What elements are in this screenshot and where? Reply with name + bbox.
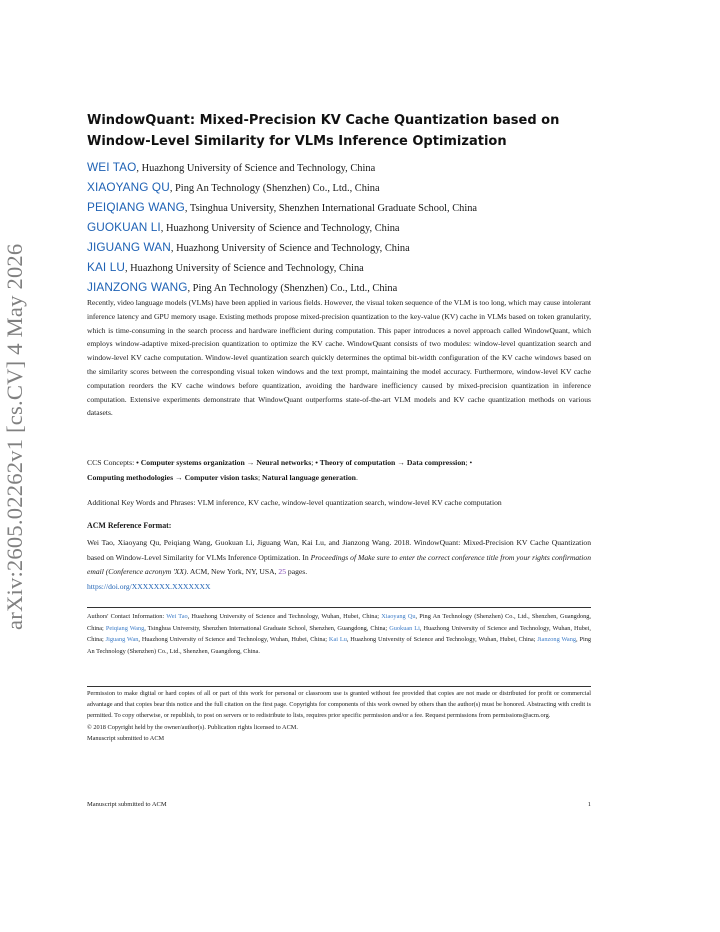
author-entry [87, 158, 607, 178]
acm-reference-text: pages. [286, 567, 308, 577]
author-link[interactable]: Jianzong Wang [537, 636, 577, 644]
author-name[interactable]: JIANZONG WANG [87, 280, 188, 294]
contact-text: Authors' Contact Information: [87, 613, 167, 620]
author-entry [87, 238, 607, 258]
contact-text: , Huazhong University of Science and Technology, Wuhan, Hubei, China; [346, 636, 538, 644]
author-affiliation: , Huazhong University of Science and Technology, China [160, 223, 400, 234]
author-name[interactable]: PEIQIANG WANG [87, 200, 185, 214]
contact-text: , Huazhong University of Science and Technology, Wuhan, Hubei, China; [87, 624, 591, 644]
contact-text: , Huazhong University of Science and Technology, Wuhan, Hubei, China; [187, 613, 382, 620]
acm-reference-proceedings: Proceedings of Make sure to enter the correct conference title from your rights confirmation email (Conference acronym 'XX) [87, 552, 591, 577]
author-link[interactable]: Xiaoyang Qu [381, 613, 416, 620]
acm-reference-text: Wei Tao, Xiaoyang Qu, Peiqiang Wang, Guokuan Li, Jiguang Wan, Kai Lu, and Jianzong Wang. 2018. WindowQuant: Mixed-Precision KV Cache Quantization based on Window-Level Similarity for VLMs Inference Optimization. In [87, 538, 591, 562]
author-link[interactable]: Wei Tao [166, 613, 188, 620]
author-entry [87, 258, 607, 278]
contact-text: , Ping An Technology (Shenzhen) Co., Ltd., Shenzhen, Guangdong, China; [87, 613, 592, 632]
author-affiliation: , Ping An Technology (Shenzhen) Co., Ltd., China [169, 183, 380, 194]
contact-text: , Huazhong University of Science and Technology, Wuhan, Hubei, China; [138, 636, 329, 644]
author-entry [87, 178, 607, 198]
author-affiliation: , Huazhong University of Science and Technology, China [170, 243, 410, 254]
footer-label: Manuscript submitted to ACM [87, 801, 167, 808]
ccs-concepts [87, 455, 591, 485]
title-line-1: WindowQuant: Mixed-Precision KV Cache Quantization based on [87, 113, 560, 128]
ccs-separator: ; [311, 458, 316, 467]
author-affiliation: , Huazhong University of Science and Technology, China [124, 263, 364, 274]
author-affiliation: , Huazhong University of Science and Technology, China [136, 163, 376, 174]
ccs-concept: • Theory of computation → Data compression [315, 458, 466, 467]
page-count-link[interactable]: 25 [278, 567, 286, 577]
page-number: 1 [587, 801, 591, 808]
ccs-concept: Natural language generation [262, 473, 356, 482]
author-link[interactable]: Guokuan Li [389, 624, 420, 632]
acm-reference-text: . ACM, New York, NY, USA, [186, 567, 279, 577]
author-link[interactable]: Kai Lu [328, 636, 347, 644]
ccs-separator: ; • [465, 458, 473, 467]
author-list [87, 158, 607, 298]
permission-text: Permission to make digital or hard copies of all or part of this work for personal or classroom use is granted without fee provided that copies are not made or distributed for profit or commercial advantage and that copies bear this notice and the full citation on the first page. Copyrights for components of this work owned by others than the author(s) must be honored. Abstracting with credit is permitted. To copy otherwise, or republish, to post on servers or to redistribute to lists, requires prior specific permission and/or a fee. Request permissions from permissions@acm.org. [87, 690, 591, 720]
title-line-2: Window-Level Similarity for VLMs Inference Optimization [87, 134, 507, 149]
author-name[interactable]: KAI LU [87, 260, 125, 274]
ccs-concept: • Computer systems organization → Neural networks [136, 458, 312, 467]
divider [87, 607, 591, 608]
arxiv-stamp: arXiv:2605.02262v1 [cs.CV] 4 May 2026 [2, 243, 27, 630]
acm-reference [87, 536, 591, 595]
copyright-line: © 2018 Copyright held by the owner/author(s). Publication rights licensed to ACM. [87, 723, 298, 731]
ccs-label: CCS Concepts: [87, 458, 137, 467]
author-name[interactable]: WEI TAO [87, 160, 137, 174]
ccs-separator: ; [257, 473, 262, 482]
abstract: Recently, video language models (VLMs) have been applied in various fields. However, the visual token sequence of the VLM is too long, which may cause intolerant inference latency and GPU memory usage. Existing methods propose mixed-precision quantization to the key-value (KV) cache in VLMs based on token granularity, which is time-consuming in the search process and hardware inefficient during computation. This paper introduces a novel approach called WindowQuant, which employs window-adaptive mixed-precision quantization to optimize the KV cache. WindowQuant consists of two modules: window-level quantization search and window-level KV cache computation. Window-level quantization search quickly determines the optimal bit-width configuration of the KV cache windows based on the similarity scores between the corresponding visual token windows and the text prompt, maintaining the model accuracy. Furthermore, window-level KV cache computation reorders the KV cache windows before quantization, avoiding the hardware inefficiency caused by mixed-precision quantization in inference computation. Extensive experiments demonstrate that WindowQuant outperforms state-of-the-art VLM models and KV cache quantization methods on various datasets. [87, 298, 591, 418]
page-footer [87, 800, 591, 810]
author-affiliation: , Tsinghua University, Shenzhen International Graduate School, China [184, 203, 478, 214]
author-link[interactable]: Jiguang Wan [105, 636, 139, 644]
manuscript-note: Manuscript submitted to ACM [87, 734, 165, 742]
author-entry [87, 278, 607, 298]
doi-link[interactable]: https://doi.org/XXXXXXX.XXXXXXX [87, 582, 211, 592]
acm-reference-heading: ACM Reference Format: [87, 521, 172, 530]
ccs-concept: Computing methodologies → Computer vision tasks [87, 473, 258, 482]
permission-notice [87, 688, 591, 744]
paper-title [87, 110, 607, 152]
author-entry [87, 198, 607, 218]
author-affiliation: , Ping An Technology (Shenzhen) Co., Ltd., China [187, 283, 398, 294]
contact-information [87, 611, 591, 657]
keywords: Additional Key Words and Phrases: VLM inference, KV cache, window-level quantization search, window-level KV cache computation [87, 498, 502, 507]
ccs-end: . [355, 473, 358, 482]
contact-text: , Ping An Technology (Shenzhen) Co., Ltd., Shenzhen, Guangdong, China. [87, 636, 592, 655]
author-link[interactable]: Peiqiang Wang [105, 624, 145, 632]
author-name[interactable]: JIGUANG WAN [87, 240, 171, 254]
author-name[interactable]: XIAOYANG QU [87, 180, 170, 194]
contact-text: , Tsinghua University, Shenzhen International Graduate School, Shenzhen, Guangdong, China; [144, 624, 390, 632]
author-name[interactable]: GUOKUAN LI [87, 220, 161, 234]
author-entry [87, 218, 607, 238]
divider [87, 686, 591, 687]
